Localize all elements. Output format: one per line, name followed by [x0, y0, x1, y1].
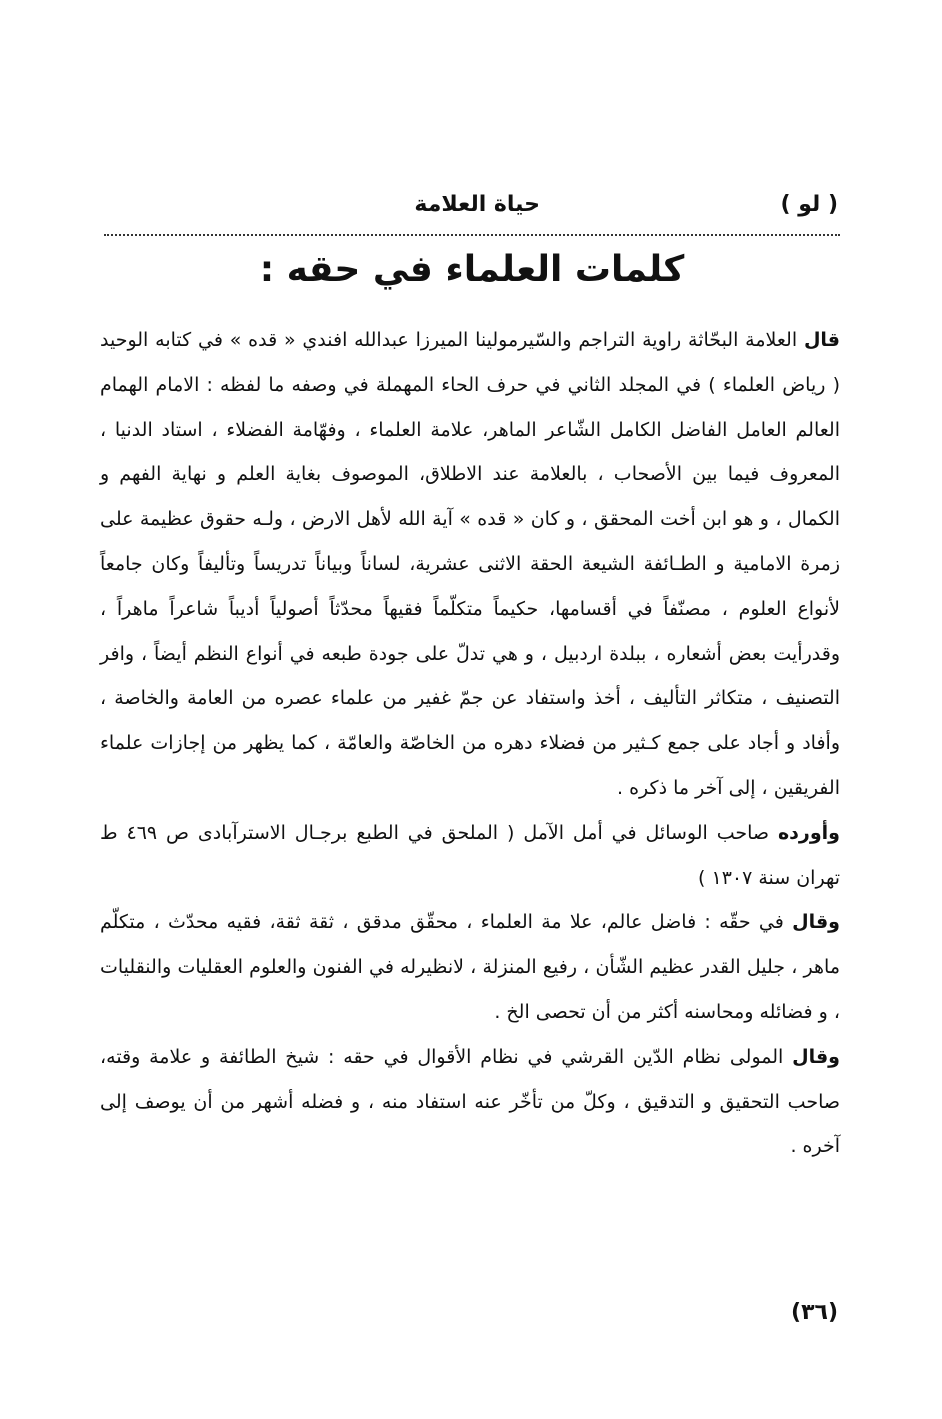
- dotted-header-rule: [104, 234, 840, 236]
- paragraph-text: في حقّه : فاضل عالم، علا مة العلماء ، محقّق مدقق ، ثقة ثقة، فقيه محدّث ، متكلّم ماهر ، جليل القدر عظيم الشّأن ، رفيع المنزلة ، لانظيرله في الفنون والعلوم العقليات والنقليات ، و فضائله ومحاسنه أكثر من أن تحصى الخ .: [100, 911, 840, 1023]
- paragraph-text: المولى نظام الدّين القرشي في نظام الأقوال في حقه : شيخ الطائفة و علامة وقته، صاحب التحقيق و التدقيق ، وكلّ من تأخّر عنه استفاد منه ، و فضله أشهر من أن يوصف إلى آخره .: [100, 1045, 840, 1158]
- section-heading: كلمات العلماء في حقه :: [259, 249, 685, 290]
- paragraph-lead-word: وقال: [792, 1045, 840, 1068]
- paragraph-praise: [100, 900, 840, 1034]
- paragraph-text: صاحب الوسائل في أمل الآمل ( الملحق في الطبع برجـال الاسترآبادى ص ٤٦٩ ط تهران سنة ١٣٠٧ ): [100, 821, 840, 889]
- paragraph-amal-al-amil: [100, 811, 840, 901]
- body-text: [100, 318, 840, 1169]
- paragraph-lead-word: وقال: [792, 911, 840, 934]
- header-title: حياة العلامة: [414, 192, 540, 217]
- paragraph-lead-word: قال: [803, 329, 840, 351]
- header-page-reference: ( لو ): [780, 192, 838, 217]
- paragraph-lead-word: وأورده: [777, 821, 840, 844]
- running-header: [108, 192, 838, 226]
- paragraph-riyad-al-ulama: [100, 318, 840, 811]
- paragraph-text: العلامة البحّاثة راوية التراجم والسّيرمولينا الميرزا عبدالله افندي « قده » في كتابه الوحيد ( رياض العلماء ) في المجلد الثاني في حرف الحاء المهملة في وصفه ما لفظه : الامام الهمام العالم العامل الفاضل الكامل الشّاعر الماهر، علامة العلماء ، وفهّامة الفضلاء ، استاد الدنيا ، المعروف فيما بين الأصحاب ، بالعلامة عند الاطلاق، الموصوف بغاية العلم و نهاية الفهم و الكمال ، و هو ابن أخت المحقق ، و كان « قده » آية الله لأهل الارض ، ولـه حقوق عظيمة على زمرة الامامية و الطـائفة الشيعة الحقة الاثنى عشرية، لساناً وبياناً تدريساً وتأليفاً وكان جامعاً لأنواع العلوم ، مصنّفاً في أقسامها، حكيماً متكلّماً فقيهاً محدّثاً أصولياً أديباً شاعراً ماهراً ، وقدرأيت بعض أشعاره ، ببلدة اردبيل ، و هي تدلّ على جودة طبعه في أنواع النظم أيضاً ، وافر التصنيف ، متكاثر التأليف ، أخذ واستفاد عن جمّ غفير من علماء عصره من العامة والخاصة ، وأفاد و أجاد على جمع كـثير من فضلاء دهره من الخاصّة والعامّة ، كما يظهر من إجازات علماء الفريقين ، إلى آخر ما ذكره .: [100, 329, 840, 799]
- paragraph-nizam-al-aqwal: [100, 1035, 840, 1169]
- page-number: (٣٦): [791, 1300, 838, 1325]
